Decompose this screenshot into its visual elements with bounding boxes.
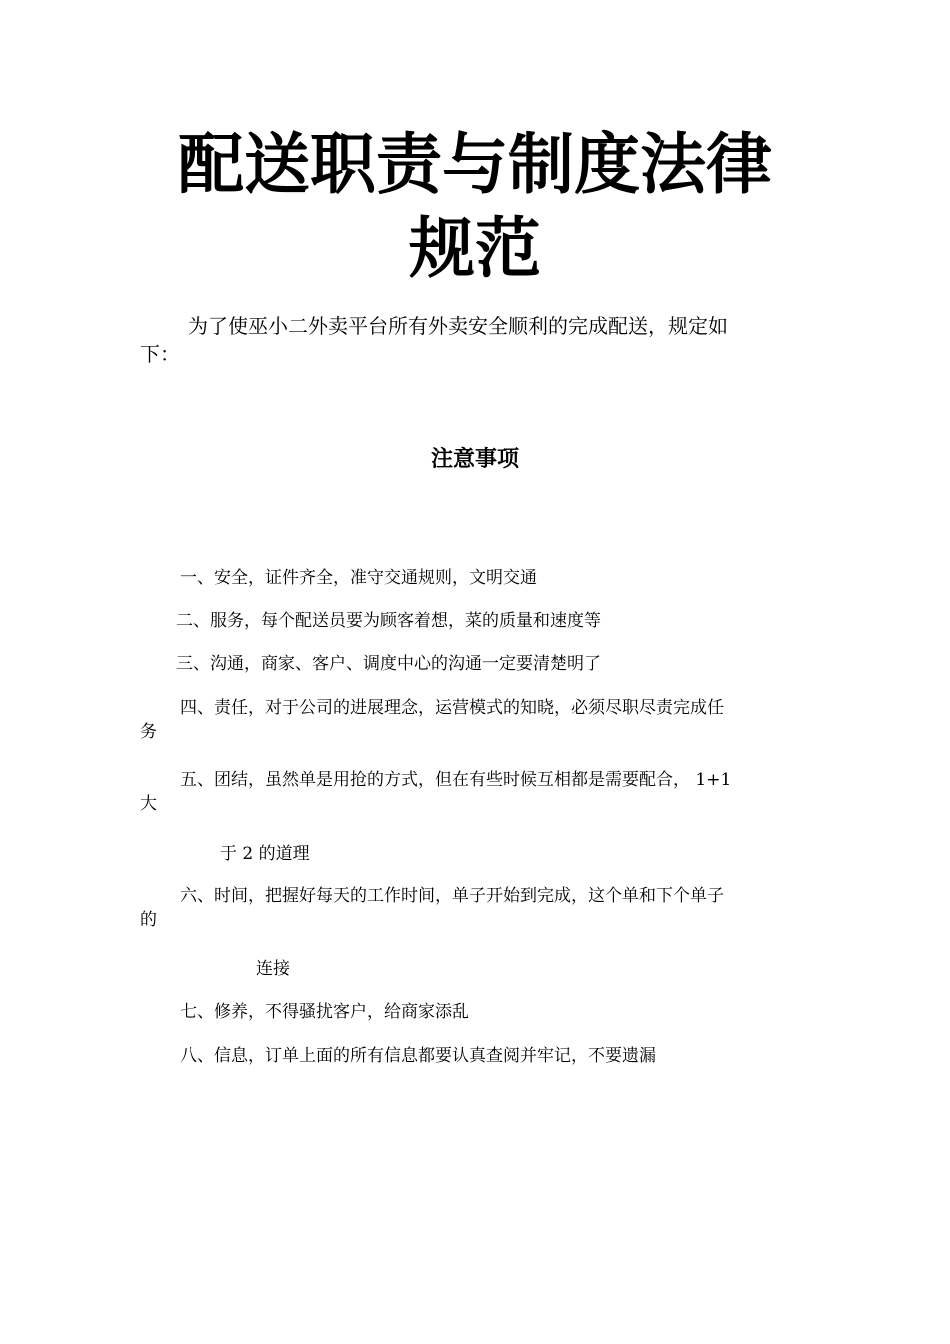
list-item-text: 二、服务，每个配送员要为顾客着想，菜的质量和速度等 [176,611,601,631]
list-item [140,696,810,744]
list-item-text: 连接 [256,959,290,979]
intro-line-1: 为了使巫小二外卖平台所有外卖安全顺利的完成配送，规定如 [188,314,728,338]
list-item-text: 七、修养，不得骚扰客户，给商家添乱 [180,1002,469,1022]
section-heading: 注意事项 [430,447,519,472]
intro-line-2: 下： [140,342,180,366]
list-item [140,566,810,590]
list-item-text: 五、团结，虽然单是用抢的方式，但在有些时候互相都是需要配合， 1+1 [180,770,732,790]
list-item [140,609,810,633]
list-item-text-continuation: 大 [140,794,157,814]
intro-paragraph [140,312,810,368]
list-item [140,842,810,866]
list-item-text: 一、安全，证件齐全，准守交通规则，文明交通 [180,568,537,588]
list-item [140,1000,810,1024]
list-item [140,652,810,676]
list-item-text: 六、时间，把握好每天的工作时间，单子开始到完成，这个单和下个单子 [180,886,724,906]
document-title-line-1: 配送职责与制度法律 [178,126,772,203]
list-item-text-continuation: 务 [140,722,157,742]
list-item-text: 三、沟通，商家、客户、调度中心的沟通一定要清楚明了 [176,654,601,674]
list-item [140,768,810,816]
list-item-text-continuation: 的 [140,910,157,930]
list-item [140,957,810,981]
list-item [140,884,810,932]
list-item [140,1044,810,1068]
list-item-text: 于 2 的道理 [220,844,310,864]
list-item-text: 八、信息，订单上面的所有信息都要认真查阅并牢记，不要遗漏 [180,1046,656,1066]
list-item-text: 四、责任，对于公司的进展理念，运营模式的知晓，必须尽职尽责完成任 [180,698,724,718]
document-title-line-2: 规范 [409,210,541,287]
